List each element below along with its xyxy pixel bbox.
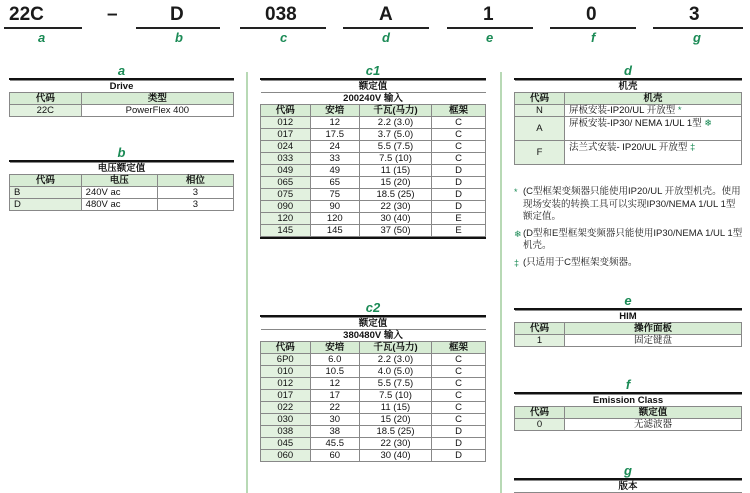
table-row xyxy=(261,153,486,165)
table-caption: Drive xyxy=(10,81,234,93)
table-row xyxy=(10,187,234,199)
cell-kw: 30 (40) xyxy=(360,450,432,462)
cell-kw: 2.2 (3.0) xyxy=(360,354,432,366)
panel-title: e xyxy=(624,293,632,308)
code-underline xyxy=(343,27,429,29)
footnote xyxy=(514,257,744,270)
code-seg-b: D xyxy=(170,4,184,25)
cell-frame: E xyxy=(432,225,486,237)
code-letter-b: b xyxy=(175,30,183,45)
table-row xyxy=(515,335,742,347)
cell-code: N xyxy=(515,105,565,117)
cell-code: 045 xyxy=(261,438,311,450)
cell-amps: 10.5 xyxy=(310,366,360,378)
col-header: 代码 xyxy=(515,323,565,335)
cell-code: 024 xyxy=(261,141,311,153)
enclosure-table xyxy=(514,80,742,165)
cell-kw: 5.5 (7.5) xyxy=(360,141,432,153)
panel-b xyxy=(9,145,234,211)
table-row xyxy=(10,105,234,117)
cell-kw: 7.5 (10) xyxy=(360,153,432,165)
cell-frame: C xyxy=(432,414,486,426)
code-letter-g: g xyxy=(693,30,701,45)
col-header: 千瓦(马力) xyxy=(360,342,432,354)
col-header: 操作面板 xyxy=(564,323,741,335)
table-row xyxy=(261,414,486,426)
table-caption: Emission Class xyxy=(515,395,742,407)
table-row xyxy=(261,129,486,141)
col-header: 框架 xyxy=(432,105,486,117)
col-header: 代码 xyxy=(10,175,82,187)
cell-kw: 30 (40) xyxy=(360,213,432,225)
cell-rating: 无滤波器 xyxy=(564,419,741,431)
footnote-mark: * xyxy=(514,187,518,197)
cell-amps: 17 xyxy=(310,390,360,402)
cell-code: 22C xyxy=(10,105,82,117)
cell-code: 030 xyxy=(261,414,311,426)
panel-title: b xyxy=(117,145,126,160)
cell-amps: 22 xyxy=(310,402,360,414)
cell-code: 1 xyxy=(515,335,565,347)
cell-amps: 45.5 xyxy=(310,438,360,450)
cell-kw: 22 (30) xyxy=(360,201,432,213)
cell-voltage: 480V ac xyxy=(81,199,157,211)
rating-table-400v xyxy=(260,317,486,462)
table-row xyxy=(515,117,742,141)
cell-him: 固定键盘 xyxy=(564,335,741,347)
cell-code: D xyxy=(10,199,82,211)
cell-amps: 17.5 xyxy=(310,129,360,141)
table-row xyxy=(515,105,742,117)
cell-code: 065 xyxy=(261,177,311,189)
cell-code: 6P0 xyxy=(261,354,311,366)
footnote-text: (D型和E型框架变频器只能使用IP30/NEMA 1/UL 1型机壳。 xyxy=(523,227,743,251)
cell-amps: 33 xyxy=(310,153,360,165)
cell-frame: C xyxy=(432,378,486,390)
cell-amps: 75 xyxy=(310,189,360,201)
enclosure-text: 屏板安装-IP30/ NEMA 1/UL 1型 xyxy=(568,118,702,129)
table-row xyxy=(10,199,234,211)
table-row xyxy=(261,165,486,177)
cell-code: 012 xyxy=(261,117,311,129)
cell-type: PowerFlex 400 xyxy=(81,105,233,117)
cell-code: 017 xyxy=(261,390,311,402)
table-row xyxy=(261,378,486,390)
col-header: 类型 xyxy=(81,93,233,105)
col-header: 机壳 xyxy=(564,93,741,105)
cell-kw: 5.5 (7.5) xyxy=(360,378,432,390)
enclosure-text: 屏板安装-IP20/UL 开放型 xyxy=(568,105,676,116)
table-row xyxy=(261,390,486,402)
cell-kw: 15 (20) xyxy=(360,177,432,189)
col-header: 代码 xyxy=(10,93,82,105)
cell-frame: C xyxy=(432,390,486,402)
cell-amps: 24 xyxy=(310,141,360,153)
table-row xyxy=(261,354,486,366)
cell-code: 010 xyxy=(261,366,311,378)
col-header: 代码 xyxy=(515,407,565,419)
cell-frame: D xyxy=(432,189,486,201)
cell-kw: 7.5 (10) xyxy=(360,390,432,402)
cell-code: 120 xyxy=(261,213,311,225)
cell-frame: D xyxy=(432,426,486,438)
cell-kw: 15 (20) xyxy=(360,414,432,426)
footnote-text: (C型框架变频器只能使用IP20/UL 开放型机壳。使用现场安装的转换工具可以实现IP30/NEMA 1/UL 1型额定值。 xyxy=(523,186,741,222)
col-header: 安培 xyxy=(310,105,360,117)
cell-enclosure xyxy=(564,141,741,165)
cell-voltage: 240V ac xyxy=(81,187,157,199)
footnote-mark: ‡ xyxy=(514,257,520,268)
col-header: 框架 xyxy=(432,342,486,354)
voltage-table xyxy=(9,162,234,211)
cell-amps: 90 xyxy=(310,201,360,213)
table-caption: 版本 xyxy=(514,481,742,493)
cell-frame: C xyxy=(432,153,486,165)
cell-kw: 18.5 (25) xyxy=(360,189,432,201)
table-row xyxy=(261,141,486,153)
code-seg-f: 0 xyxy=(586,4,597,25)
table-caption: 额定值 xyxy=(261,318,486,330)
cell-amps: 30 xyxy=(310,414,360,426)
code-seg-e: 1 xyxy=(483,4,494,25)
cell-code: A xyxy=(515,117,565,141)
col-header: 代码 xyxy=(515,93,565,105)
cell-frame: D xyxy=(432,165,486,177)
table-row xyxy=(261,426,486,438)
col-header: 代码 xyxy=(261,342,311,354)
cell-phase: 3 xyxy=(157,187,233,199)
table-caption: 机壳 xyxy=(515,81,742,93)
panel-f xyxy=(514,377,742,431)
panel-title: a xyxy=(117,63,126,78)
cell-code: 090 xyxy=(261,201,311,213)
emission-table xyxy=(514,394,742,431)
cell-enclosure xyxy=(564,105,741,117)
him-table xyxy=(514,310,742,347)
code-letter-d: d xyxy=(382,30,390,45)
column-separator xyxy=(500,72,502,493)
panel-title: c2 xyxy=(365,300,381,315)
footnotes xyxy=(514,186,744,273)
cell-kw: 18.5 (25) xyxy=(360,426,432,438)
col-header: 额定值 xyxy=(564,407,741,419)
panel-title: g xyxy=(624,463,632,478)
cell-code: F xyxy=(515,141,565,165)
code-underline xyxy=(240,27,326,29)
panel-title: d xyxy=(624,63,632,78)
col-header: 代码 xyxy=(261,105,311,117)
code-letter-e: e xyxy=(486,30,494,45)
panel-e xyxy=(514,293,742,347)
footnote-mark: * xyxy=(677,105,682,116)
panel-rule xyxy=(260,237,486,239)
table-row xyxy=(515,141,742,165)
table-subcaption: 380480V 输入 xyxy=(261,330,486,342)
panel-d xyxy=(514,63,742,165)
cell-amps: 38 xyxy=(310,426,360,438)
table-row xyxy=(261,438,486,450)
version-table xyxy=(514,480,742,493)
cell-frame: E xyxy=(432,213,486,225)
cell-code: 038 xyxy=(261,426,311,438)
col-header: 相位 xyxy=(157,175,233,187)
table-row xyxy=(261,450,486,462)
table-row xyxy=(261,177,486,189)
cell-frame: C xyxy=(432,366,486,378)
cell-frame: D xyxy=(432,177,486,189)
code-seg-a: 22C xyxy=(9,4,44,25)
cell-kw: 4.0 (5.0) xyxy=(360,366,432,378)
code-letter-c: c xyxy=(280,30,288,45)
cell-amps: 12 xyxy=(310,378,360,390)
cell-frame: C xyxy=(432,354,486,366)
table-row xyxy=(261,213,486,225)
cell-frame: D xyxy=(432,438,486,450)
cell-code: 075 xyxy=(261,189,311,201)
cell-kw: 2.2 (3.0) xyxy=(360,117,432,129)
panel-a xyxy=(9,63,234,117)
code-underline xyxy=(550,27,636,29)
panel-c2 xyxy=(260,300,486,462)
footnote-mark: ‡ xyxy=(690,142,696,153)
footnote-mark: ❄ xyxy=(514,228,522,239)
cell-amps: 60 xyxy=(310,450,360,462)
table-row xyxy=(261,117,486,129)
rating-table-200v xyxy=(260,80,486,237)
cell-code: 049 xyxy=(261,165,311,177)
cell-frame: C xyxy=(432,129,486,141)
cell-kw: 22 (30) xyxy=(360,438,432,450)
table-caption: HIM xyxy=(515,311,742,323)
code-underline xyxy=(653,27,743,29)
table-caption: 额定值 xyxy=(261,81,486,93)
table-row xyxy=(261,402,486,414)
cell-frame: C xyxy=(432,402,486,414)
table-row xyxy=(261,201,486,213)
code-letter-f: f xyxy=(591,30,596,45)
cell-amps: 49 xyxy=(310,165,360,177)
code-underline xyxy=(4,27,82,29)
footnote-text: (只适用于C型框架变频器。 xyxy=(523,256,638,268)
cell-amps: 12 xyxy=(310,117,360,129)
cell-amps: 145 xyxy=(310,225,360,237)
cell-code: 017 xyxy=(261,129,311,141)
footnote xyxy=(514,186,744,224)
cell-amps: 120 xyxy=(310,213,360,225)
drive-table xyxy=(9,80,234,117)
cell-code: B xyxy=(10,187,82,199)
code-dash: – xyxy=(107,4,118,25)
cell-code: 060 xyxy=(261,450,311,462)
col-header: 电压 xyxy=(81,175,157,187)
cell-kw: 3.7 (5.0) xyxy=(360,129,432,141)
footnote xyxy=(514,228,744,253)
col-header: 安培 xyxy=(310,342,360,354)
cell-code: 012 xyxy=(261,378,311,390)
cell-code: 022 xyxy=(261,402,311,414)
footnote-mark: ❄ xyxy=(704,118,713,129)
cell-enclosure xyxy=(564,117,741,141)
cell-amps: 6.0 xyxy=(310,354,360,366)
table-caption: 电压额定值 xyxy=(10,163,234,175)
code-underline xyxy=(136,27,220,29)
cell-kw: 11 (15) xyxy=(360,165,432,177)
table-row xyxy=(261,189,486,201)
cell-amps: 65 xyxy=(310,177,360,189)
panel-c1 xyxy=(260,63,486,239)
cell-frame: C xyxy=(432,117,486,129)
code-seg-c: 038 xyxy=(265,4,297,25)
table-row xyxy=(261,225,486,237)
cell-frame: D xyxy=(432,201,486,213)
code-underline xyxy=(447,27,533,29)
cell-code: 033 xyxy=(261,153,311,165)
cell-code: 145 xyxy=(261,225,311,237)
cell-code: 0 xyxy=(515,419,565,431)
panel-g xyxy=(514,463,742,493)
code-seg-d: A xyxy=(379,4,393,25)
col-header: 千瓦(马力) xyxy=(360,105,432,117)
cell-phase: 3 xyxy=(157,199,233,211)
table-row xyxy=(515,419,742,431)
code-seg-g: 3 xyxy=(689,4,700,25)
cell-kw: 11 (15) xyxy=(360,402,432,414)
cell-kw: 37 (50) xyxy=(360,225,432,237)
code-letter-a: a xyxy=(38,30,46,45)
panel-title: f xyxy=(625,377,631,392)
table-subcaption: 200240V 输入 xyxy=(261,93,486,105)
table-row xyxy=(261,366,486,378)
panel-title: c1 xyxy=(365,63,381,78)
cell-frame: D xyxy=(432,450,486,462)
enclosure-text: 法兰式安装- IP20/UL 开放型 xyxy=(568,142,688,153)
column-separator xyxy=(246,72,248,493)
cell-frame: C xyxy=(432,141,486,153)
